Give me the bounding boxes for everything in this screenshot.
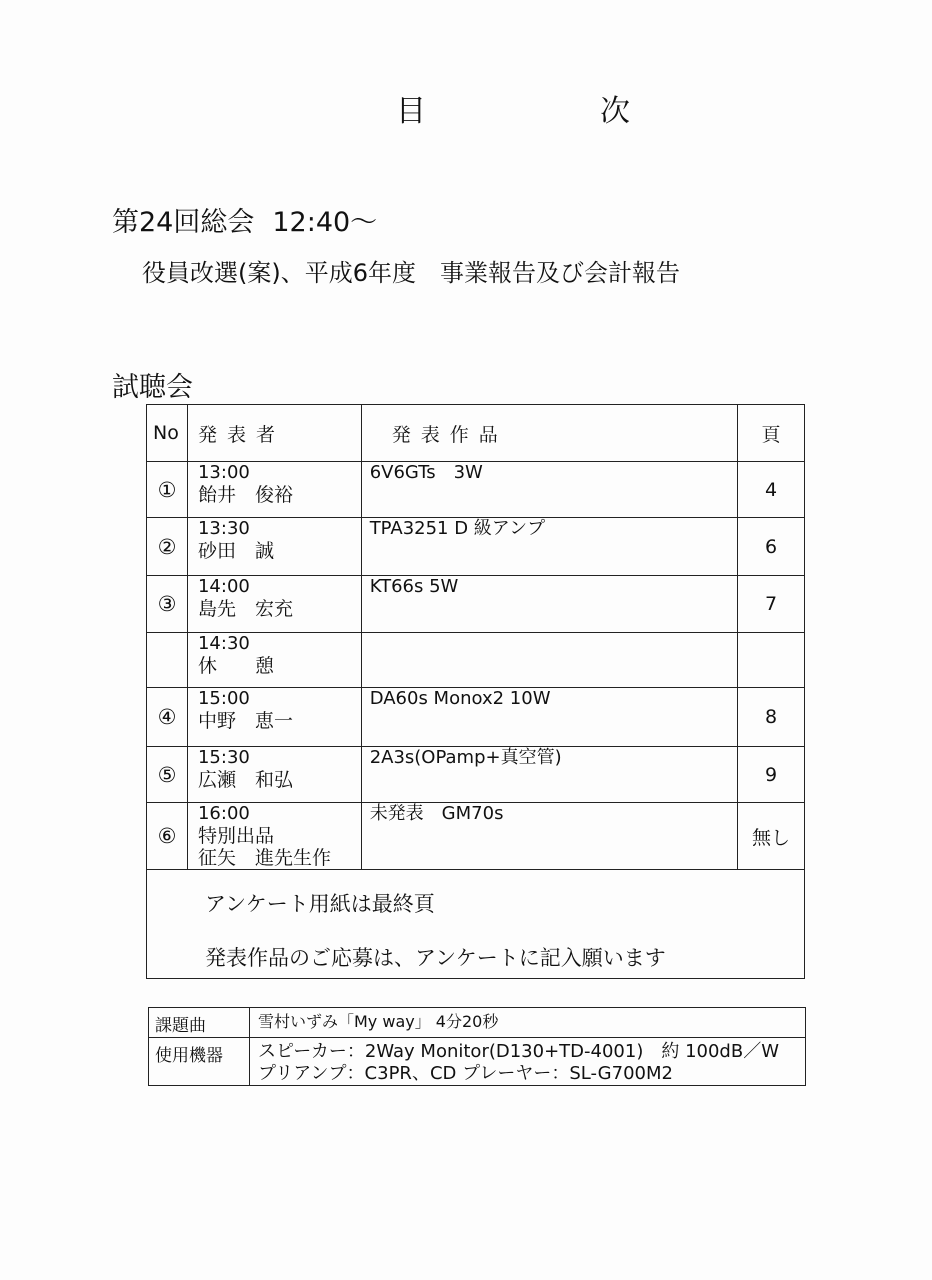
- row-name: 広瀬 和弘: [197, 769, 293, 791]
- table-header-row: [147, 405, 805, 462]
- meeting-subtitle: 役員改選(案)、平成6年度 事業報告及び会計報告: [142, 259, 680, 287]
- row-page: 無し: [738, 803, 805, 870]
- note-entry: 発表作品のご応募は、アンケートに記入願います: [205, 946, 666, 970]
- table-row: [147, 747, 805, 803]
- row-work: 6V6GTs 3W: [361, 462, 737, 518]
- row-presenter: [187, 803, 361, 870]
- meeting-time: 12:40～: [272, 207, 378, 238]
- row-number: ④: [147, 688, 188, 747]
- equipment-speaker: スピーカー：2Way Monitor(D130+TD-4001) 約 100dB／W: [258, 1041, 779, 1062]
- row-page: 9: [738, 747, 805, 803]
- row-name-2: 征矢 進先生作: [197, 847, 331, 869]
- table-row: [147, 803, 805, 870]
- row-work: 未発表 GM70s: [361, 803, 737, 870]
- notes-row: [147, 870, 805, 979]
- row-name: 飴井 俊裕: [197, 484, 293, 506]
- equipment-label: 使用機器: [149, 1038, 250, 1086]
- table-row: [147, 462, 805, 518]
- header-no: No: [147, 405, 188, 462]
- row-time: 14:30: [197, 633, 250, 654]
- notes-cell: [147, 870, 805, 979]
- table-row: [147, 688, 805, 747]
- row-number: ③: [147, 576, 188, 633]
- note-survey: アンケート用紙は最終頁: [205, 892, 435, 916]
- row-name: 特別出品: [197, 825, 274, 847]
- row-time: 15:30: [197, 747, 250, 768]
- page-title: 目 次: [396, 94, 702, 129]
- row-presenter: [187, 518, 361, 576]
- table-row: [147, 576, 805, 633]
- row-presenter: [187, 633, 361, 688]
- header-page: 頁: [738, 405, 805, 462]
- row-presenter: [187, 576, 361, 633]
- header-work: 発表作品: [361, 405, 737, 462]
- row-work: [361, 633, 737, 688]
- equipment-amp: プリアンプ：C3PR、CD プレーヤー：SL-G700M2: [258, 1063, 673, 1084]
- equipment-value: [250, 1038, 806, 1086]
- row-work: TPA3251 D 級アンプ: [361, 518, 737, 576]
- song-row: [149, 1008, 806, 1038]
- row-number: ①: [147, 462, 188, 518]
- row-time: 13:30: [197, 518, 250, 539]
- row-time: 16:00: [197, 803, 250, 824]
- row-name: 休 憩: [197, 655, 274, 677]
- meeting-heading: [112, 200, 377, 239]
- row-presenter: [187, 747, 361, 803]
- row-work: 2A3s(OPamp+真空管): [361, 747, 737, 803]
- row-work: KT66s 5W: [361, 576, 737, 633]
- row-number: ⑥: [147, 803, 188, 870]
- row-presenter: [187, 462, 361, 518]
- song-value: 雪村いずみ「My way」 4分20秒: [250, 1008, 806, 1038]
- row-page: [738, 633, 805, 688]
- row-name: 島先 宏充: [197, 598, 293, 620]
- equipment-table: [148, 1007, 806, 1086]
- row-number: ⑤: [147, 747, 188, 803]
- meeting-title: 第24回総会: [112, 207, 255, 238]
- row-presenter: [187, 688, 361, 747]
- program-table: [146, 404, 805, 979]
- row-name: 砂田 誠: [197, 540, 274, 562]
- row-number: [147, 633, 188, 688]
- row-number: ②: [147, 518, 188, 576]
- song-label: 課題曲: [149, 1008, 250, 1038]
- equipment-row: [149, 1038, 806, 1086]
- table-row: [147, 633, 805, 688]
- row-page: 6: [738, 518, 805, 576]
- header-presenter: 発表者: [187, 405, 361, 462]
- row-page: 7: [738, 576, 805, 633]
- row-work: DA60s Monox2 10W: [361, 688, 737, 747]
- row-time: 14:00: [197, 576, 250, 597]
- listening-heading: 試聴会: [112, 372, 193, 403]
- row-page: 8: [738, 688, 805, 747]
- row-time: 13:00: [197, 462, 250, 483]
- row-time: 15:00: [197, 688, 250, 709]
- row-name: 中野 恵一: [197, 710, 293, 732]
- table-row: [147, 518, 805, 576]
- row-page: 4: [738, 462, 805, 518]
